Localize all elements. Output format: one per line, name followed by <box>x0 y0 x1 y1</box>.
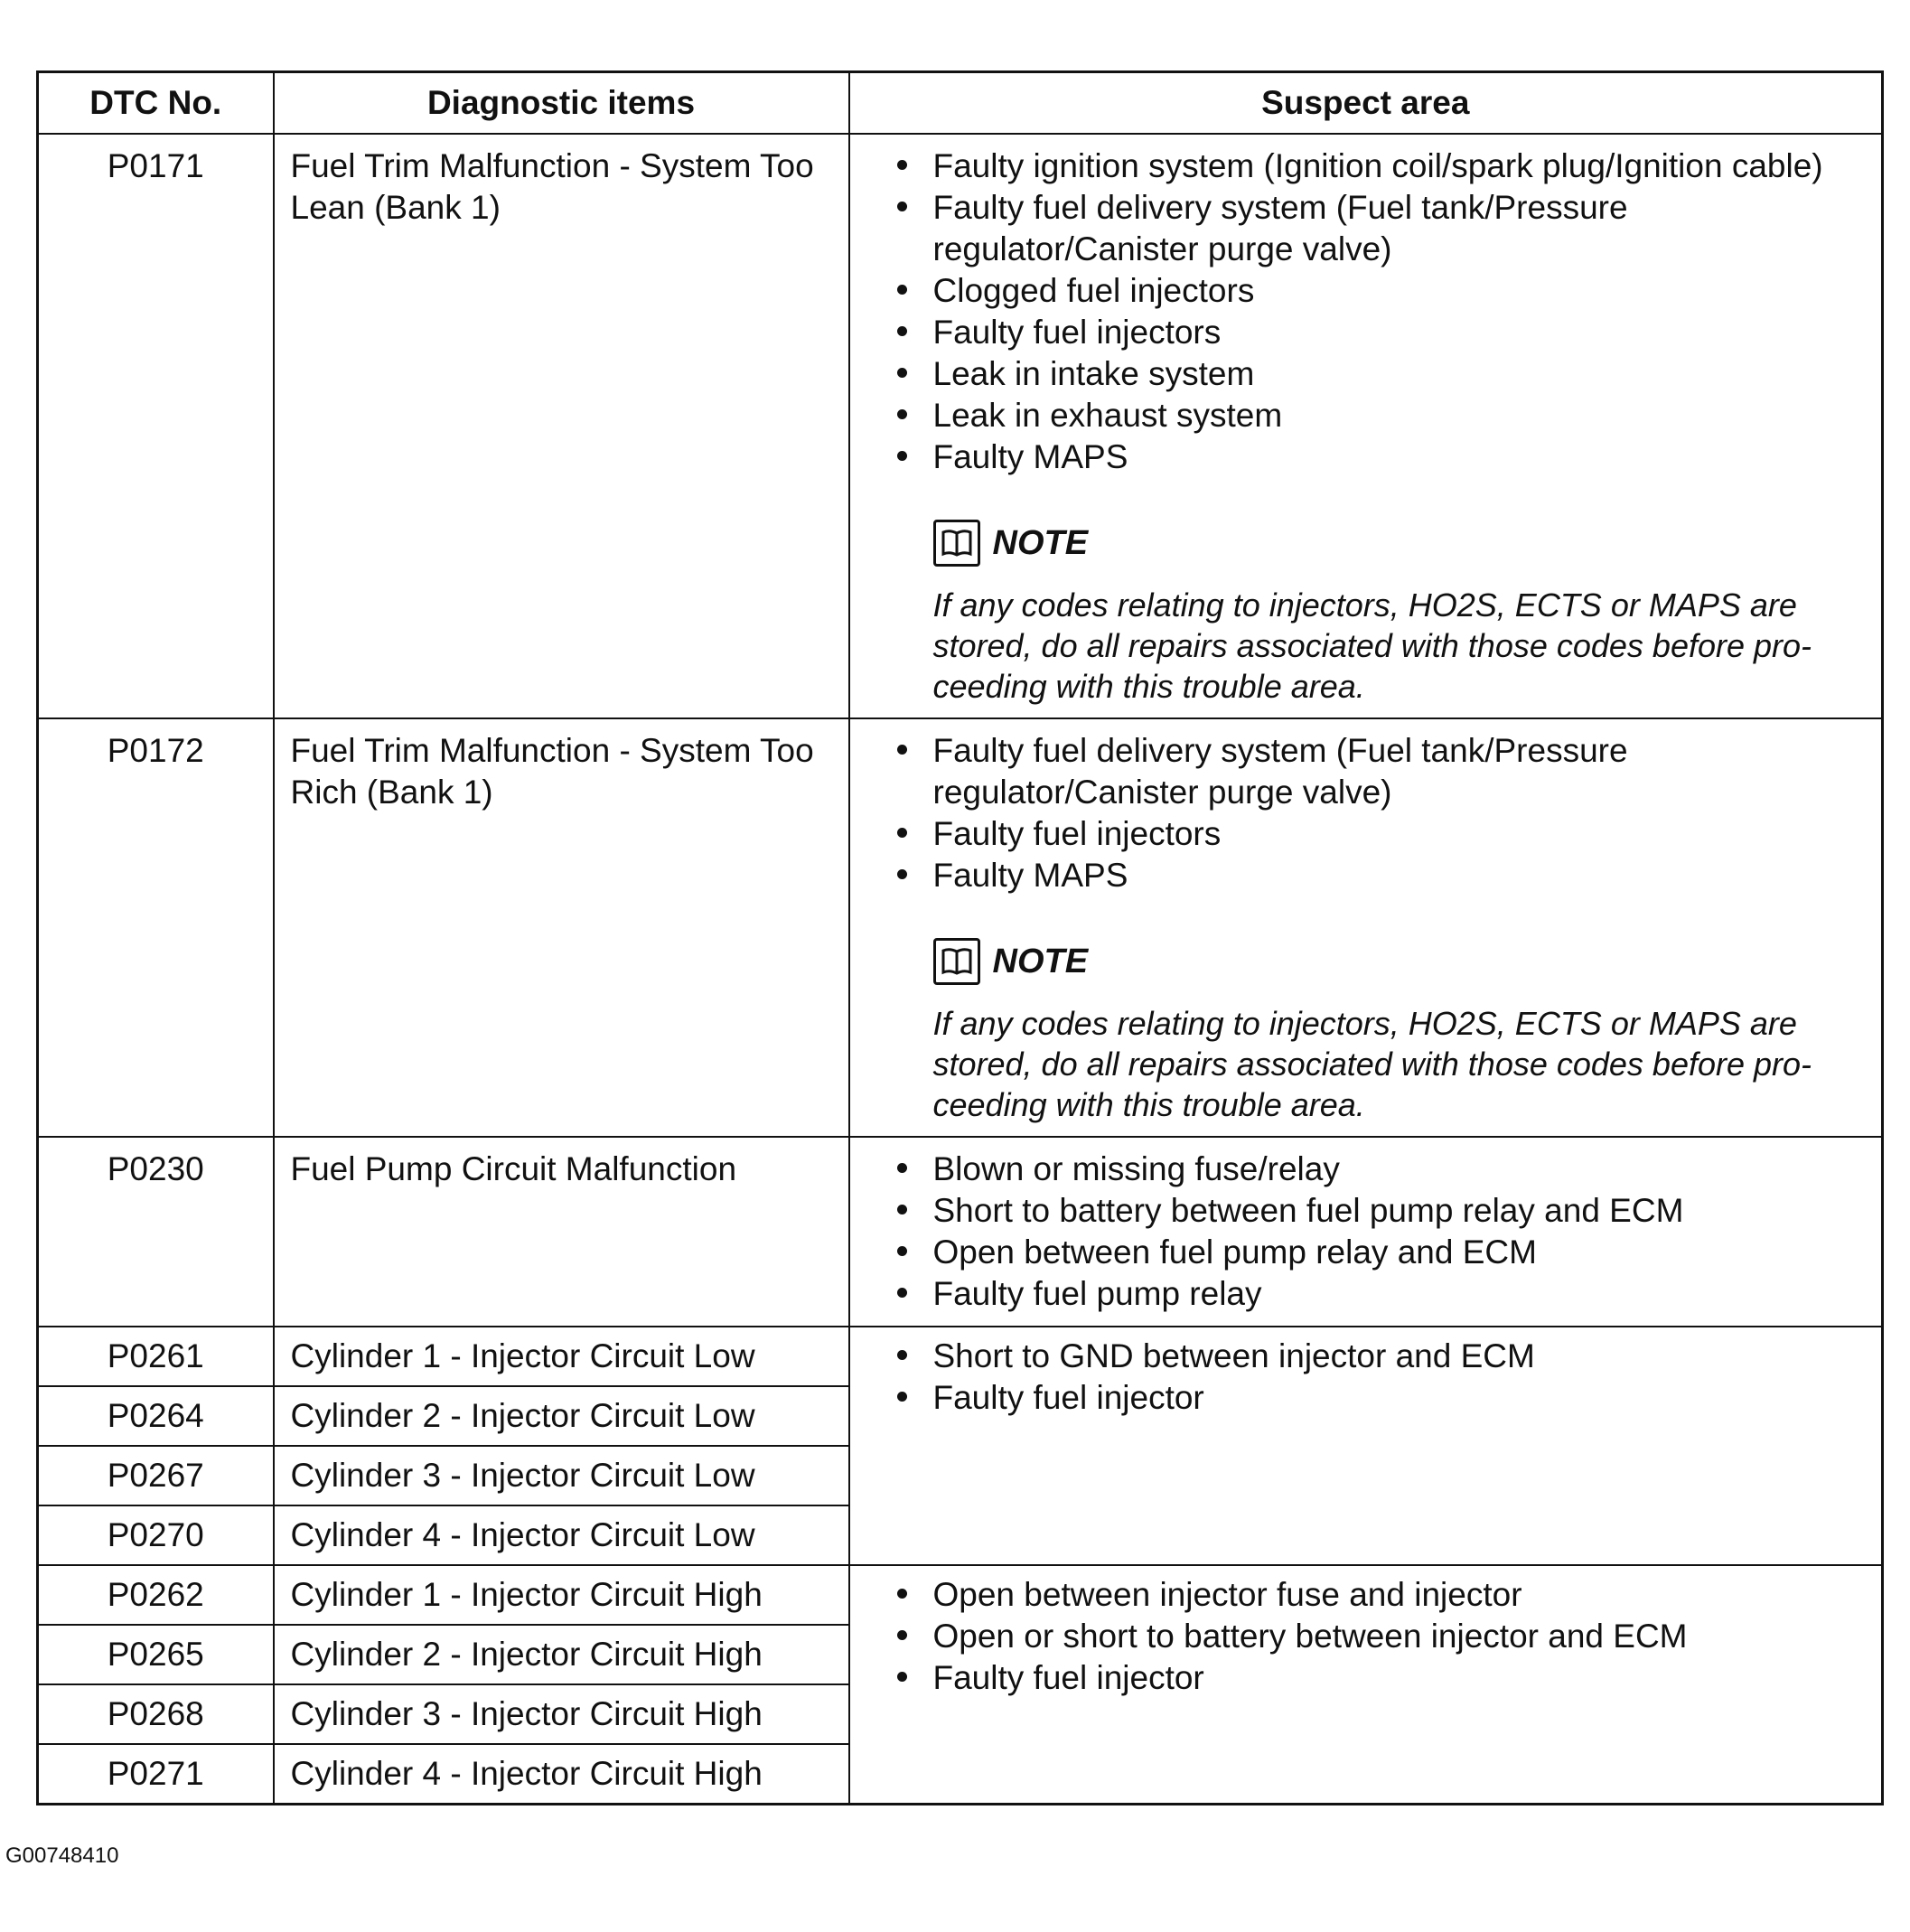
diagnostic-item: Fuel Trim Malfunction - System Too Rich (Bank 1) <box>274 718 849 1137</box>
suspect-area <box>849 1137 1883 1327</box>
note-block <box>933 938 1871 1125</box>
dtc-code: P0262 <box>38 1565 274 1625</box>
list-item: Faulty ignition system (Ignition coil/spark plug/Ignition cable) <box>897 145 1871 187</box>
list-item: Faulty MAPS <box>897 436 1871 478</box>
book-icon <box>933 938 980 985</box>
suspect-area <box>849 1565 1883 1805</box>
table-row <box>38 1565 1883 1625</box>
note-block <box>933 520 1871 707</box>
dtc-code: P0268 <box>38 1684 274 1744</box>
dtc-code: P0267 <box>38 1446 274 1505</box>
list-item: Faulty fuel injector <box>897 1657 1871 1699</box>
table-row <box>38 1137 1883 1327</box>
header-row <box>38 72 1883 135</box>
dtc-code: P0172 <box>38 718 274 1137</box>
list-item: Open or short to battery between injector and ECM <box>897 1616 1871 1657</box>
cause-list <box>897 1149 1871 1315</box>
diagnostic-item: Cylinder 4 - Injector Circuit Low <box>274 1505 849 1565</box>
diagnostic-item: Cylinder 3 - Injector Circuit Low <box>274 1446 849 1505</box>
dtc-code: P0265 <box>38 1625 274 1684</box>
header-diagnostic-items: Diagnostic items <box>274 72 849 135</box>
list-item: Faulty fuel injector <box>897 1377 1871 1419</box>
dtc-table <box>36 70 1884 1805</box>
list-item: Faulty fuel delivery system (Fuel tank/Pressure regulator/Canister purge valve) <box>897 730 1871 813</box>
header-dtc: DTC No. <box>38 72 274 135</box>
note-text: If any codes relating to injectors, HO2S, ECTS or MAPS are stored, do all repairs associated with those codes before pro-ceeding with this trouble area. <box>932 586 1812 705</box>
dtc-code: P0271 <box>38 1744 274 1805</box>
dtc-code: P0171 <box>38 134 274 718</box>
list-item: Blown or missing fuse/relay <box>897 1149 1871 1190</box>
note-label: NOTE <box>992 943 1089 980</box>
list-item: Short to GND between injector and ECM <box>897 1336 1871 1377</box>
list-item: Faulty fuel pump relay <box>897 1273 1871 1315</box>
diagnostic-item: Cylinder 3 - Injector Circuit High <box>274 1684 849 1744</box>
diagnostic-item: Cylinder 1 - Injector Circuit High <box>274 1565 849 1625</box>
cause-list <box>897 1336 1871 1419</box>
diagnostic-item: Fuel Trim Malfunction - System Too Lean (Bank 1) <box>274 134 849 718</box>
diagnostic-item: Cylinder 4 - Injector Circuit High <box>274 1744 849 1805</box>
list-item: Faulty fuel delivery system (Fuel tank/Pressure regulator/Canister purge valve) <box>897 187 1871 270</box>
suspect-area <box>849 718 1883 1137</box>
list-item: Short to battery between fuel pump relay and ECM <box>897 1190 1871 1232</box>
book-icon <box>933 520 980 567</box>
list-item: Open between injector fuse and injector <box>897 1574 1871 1616</box>
note-label: NOTE <box>992 524 1089 562</box>
list-item: Leak in intake system <box>897 353 1871 395</box>
diagnostic-item: Cylinder 1 - Injector Circuit Low <box>274 1327 849 1386</box>
list-item: Open between fuel pump relay and ECM <box>897 1232 1871 1273</box>
table-row <box>38 718 1883 1137</box>
header-suspect-area: Suspect area <box>849 72 1883 135</box>
dtc-code: P0261 <box>38 1327 274 1386</box>
list-item: Faulty fuel injectors <box>897 312 1871 353</box>
cause-list <box>897 145 1871 478</box>
list-item: Faulty MAPS <box>897 855 1871 896</box>
figure-id: G00748410 <box>5 1843 119 1868</box>
dtc-code: P0230 <box>38 1137 274 1327</box>
dtc-code: P0270 <box>38 1505 274 1565</box>
dtc-code: P0264 <box>38 1386 274 1446</box>
list-item: Clogged fuel injectors <box>897 270 1871 312</box>
cause-list <box>897 730 1871 896</box>
table-row <box>38 1327 1883 1386</box>
diagnostic-item: Cylinder 2 - Injector Circuit High <box>274 1625 849 1684</box>
list-item: Faulty fuel injectors <box>897 813 1871 855</box>
suspect-area <box>849 134 1883 718</box>
table-row <box>38 134 1883 718</box>
diagnostic-item: Fuel Pump Circuit Malfunction <box>274 1137 849 1327</box>
suspect-area <box>849 1327 1883 1565</box>
diagnostic-item: Cylinder 2 - Injector Circuit Low <box>274 1386 849 1446</box>
note-text: If any codes relating to injectors, HO2S, ECTS or MAPS are stored, do all repairs associated with those codes before pro-ceeding with this trouble area. <box>932 1005 1812 1123</box>
list-item: Leak in exhaust system <box>897 395 1871 436</box>
cause-list <box>897 1574 1871 1699</box>
